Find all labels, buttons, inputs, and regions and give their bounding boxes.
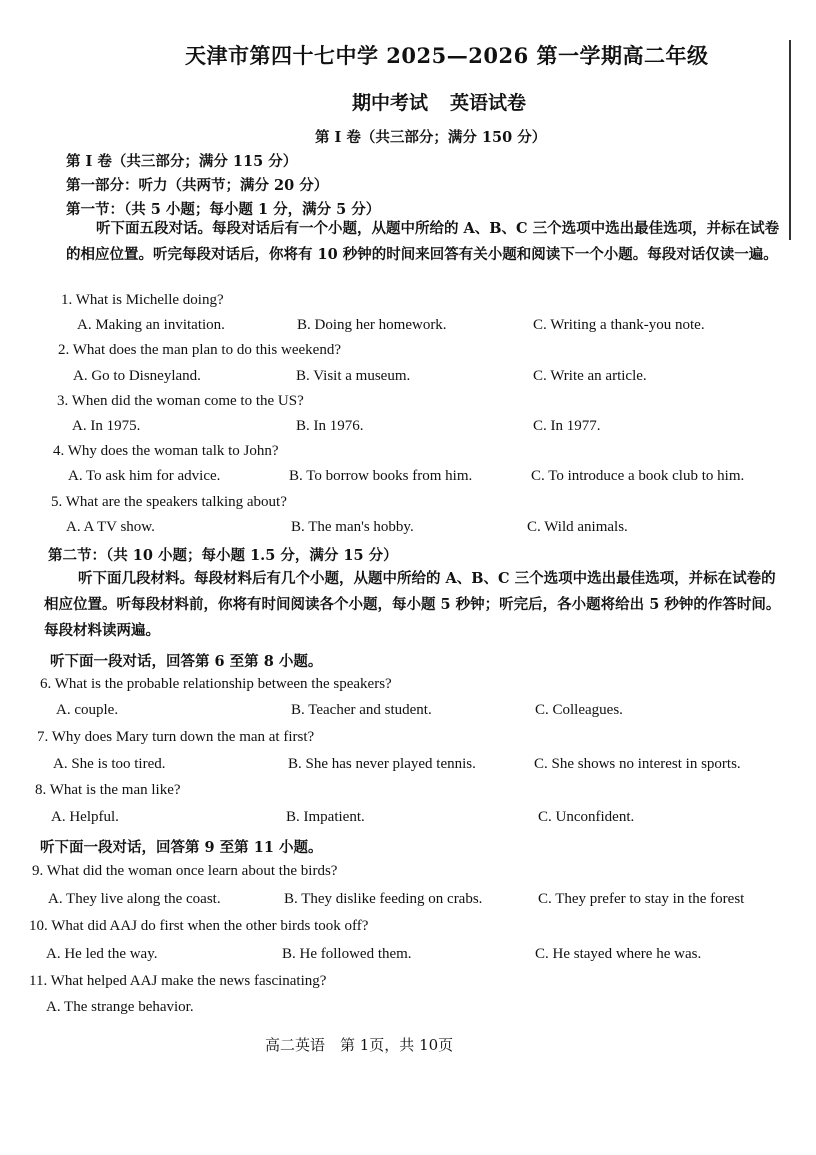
q8-option-b: B. Impatient. [286, 809, 365, 825]
q9-option-b: B. They dislike feeding on crabs. [284, 891, 483, 907]
q9-option-a: A. They live along the coast. [48, 891, 221, 907]
q10-option-a: A. He led the way. [46, 946, 158, 962]
exam-subtitle-right: 英语试卷 [450, 92, 527, 114]
q2-option-b: B. Visit a museum. [296, 368, 411, 384]
page-edge-line [789, 40, 791, 240]
question-9: 9. What did the woman once learn about the birds? [32, 863, 338, 879]
volume1-score-line: 第 I 卷（共三部分；满分 115 分） [66, 153, 298, 170]
question-10: 10. What did AAJ do first when the other birds took off? [29, 918, 369, 934]
q6-option-a: A. couple. [56, 702, 119, 718]
q10-option-b: B. He followed them. [282, 946, 412, 962]
q7-option-c: C. She shows no interest in sports. [534, 756, 741, 772]
q2-option-c: C. Write an article. [533, 368, 647, 384]
q6-option-b: B. Teacher and student. [291, 702, 432, 718]
q1-option-a: A. Making an invitation. [77, 317, 225, 333]
exam-title: 天津市第四十七中学 2025—2026 第一学期高二年级 [185, 43, 709, 68]
q1-option-c: C. Writing a thank-you note. [533, 317, 705, 333]
q8-option-c: C. Unconfident. [538, 809, 635, 825]
question-8: 8. What is the man like? [35, 782, 181, 798]
question-11: 11. What helped AAJ make the news fascinating? [29, 973, 327, 989]
q5-option-a: A. A TV show. [66, 519, 155, 535]
q5-option-c: C. Wild animals. [527, 519, 628, 535]
q4-option-b: B. To borrow books from him. [289, 468, 473, 484]
q8-option-a: A. Helpful. [51, 809, 119, 825]
question-1: 1. What is Michelle doing? [61, 292, 224, 308]
exam-subtitle-left: 期中考试 [352, 92, 429, 114]
q10-option-c: C. He stayed where he was. [535, 946, 702, 962]
question-6: 6. What is the probable relationship between the speakers? [40, 676, 392, 692]
part1-heading: 第一部分：听力（共两节；满分 20 分） [66, 177, 329, 194]
q6-option-c: C. Colleagues. [535, 702, 623, 718]
volume-score-line: 第 I 卷（共三部分；满分 150 分） [315, 129, 547, 146]
question-3: 3. When did the woman come to the US? [57, 393, 304, 409]
question-4: 4. Why does the woman talk to John? [53, 443, 279, 459]
section2-instructions: 听下面几段材料。每段材料后有几个小题，从题中所给的 A、B、C 三个选项中选出最佳选项，并标在试卷的相应位置。听每段材料前，你将有时间阅读各个小题，每小题 5 秒钟；听完后，各小题将给出 5 秒钟的作答时间。每段材料读两遍。 [44, 570, 781, 639]
q7-option-b: B. She has never played tennis. [288, 756, 476, 772]
q7-option-a: A. She is too tired. [53, 756, 166, 772]
q4-option-c: C. To introduce a book club to him. [531, 468, 745, 484]
section2-heading: 第二节：（共 10 小题；每小题 1.5 分，满分 15 分） [48, 547, 398, 564]
page-footer: 高二英语 第 1页，共 10页 [265, 1036, 454, 1054]
question-2: 2. What does the man plan to do this weekend? [58, 342, 341, 358]
question-5: 5. What are the speakers talking about? [51, 494, 287, 510]
question-7: 7. Why does Mary turn down the man at first? [37, 729, 315, 745]
group2-instruction: 听下面一段对话，回答第 9 至第 11 小题。 [40, 839, 323, 856]
q3-option-a: A. In 1975. [72, 418, 141, 434]
q11-option-a: A. The strange behavior. [46, 999, 194, 1015]
exam-subtitle [352, 88, 526, 115]
q9-option-c: C. They prefer to stay in the forest [538, 891, 745, 907]
q1-option-b: B. Doing her homework. [297, 317, 447, 333]
q2-option-a: A. Go to Disneyland. [73, 368, 201, 384]
q4-option-a: A. To ask him for advice. [68, 468, 221, 484]
group1-instruction: 听下面一段对话，回答第 6 至第 8 小题。 [50, 653, 323, 670]
section1-instructions: 听下面五段对话。每段对话后有一个小题，从题中所给的 A、B、C 三个选项中选出最佳选项，并标在试卷的相应位置。听完每段对话后，你将有 10 秒钟的时间来回答有关小题和阅读下一个小题。每段对话仅读一遍。 [66, 220, 780, 263]
section1-heading: 第一节：（共 5 小题；每小题 1 分，满分 5 分） [66, 201, 381, 218]
q3-option-b: B. In 1976. [296, 418, 364, 434]
q5-option-b: B. The man's hobby. [291, 519, 414, 535]
q3-option-c: C. In 1977. [533, 418, 601, 434]
